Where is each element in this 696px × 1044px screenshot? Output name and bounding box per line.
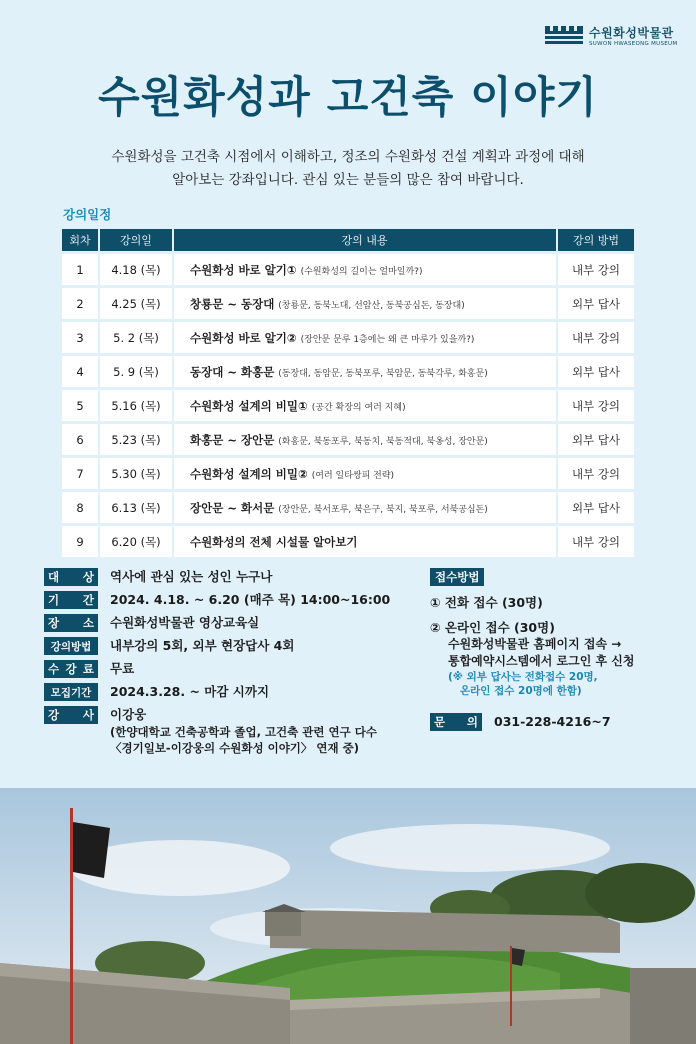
info-row-target bbox=[44, 568, 424, 586]
registration-block bbox=[430, 568, 670, 698]
row-title: 장안문 ~ 화서문 bbox=[190, 500, 275, 515]
header-method: 강의 방법 bbox=[556, 229, 634, 251]
schedule-row bbox=[62, 322, 634, 353]
row-date: 5.23 (목) bbox=[98, 424, 172, 455]
info-row-place bbox=[44, 614, 424, 632]
row-method: 내부 강의 bbox=[556, 390, 634, 421]
row-content bbox=[172, 390, 556, 421]
registration-online-sub-1: 수원화성박물관 홈페이지 접속 → bbox=[448, 637, 622, 651]
contact-label: 문 의 bbox=[430, 713, 482, 731]
header-no: 회차 bbox=[62, 229, 98, 251]
row-no: 2 bbox=[62, 288, 98, 319]
lecturer-detail-2: 〈경기일보-이강웅의 수원화성 이야기〉 연재 중) bbox=[110, 741, 360, 755]
info-row-period bbox=[44, 591, 424, 609]
row-method: 외부 답사 bbox=[556, 356, 634, 387]
schedule-header-row bbox=[62, 229, 634, 251]
row-method: 내부 강의 bbox=[556, 526, 634, 557]
row-date: 4.18 (목) bbox=[98, 254, 172, 285]
row-title: 수원화성 설계의 비밀② bbox=[190, 466, 308, 481]
registration-online-sub-2: 통합예약시스템에서 로그인 후 신청 bbox=[448, 654, 635, 668]
fee-label: 수 강 료 bbox=[44, 660, 98, 678]
row-content bbox=[172, 492, 556, 523]
row-no: 4 bbox=[62, 356, 98, 387]
row-content bbox=[172, 424, 556, 455]
fee-value: 무료 bbox=[110, 661, 135, 676]
row-method: 내부 강의 bbox=[556, 458, 634, 489]
schedule-label: 강의일정 bbox=[63, 207, 112, 222]
row-date: 5. 9 (목) bbox=[98, 356, 172, 387]
row-subtitle: (수원화성의 길이는 얼마일까?) bbox=[300, 266, 423, 277]
row-no: 3 bbox=[62, 322, 98, 353]
row-content bbox=[172, 322, 556, 353]
row-method: 외부 답사 bbox=[556, 492, 634, 523]
row-no: 6 bbox=[62, 424, 98, 455]
schedule-table bbox=[62, 226, 634, 560]
registration-note-2: 온라인 접수 20명에 한함) bbox=[460, 685, 582, 697]
period-value: 2024. 4.18. ~ 6.20 (매주 목) 14:00~16:00 bbox=[110, 592, 391, 607]
row-date: 4.25 (목) bbox=[98, 288, 172, 319]
row-subtitle: (동장대, 동암문, 동북포루, 북암문, 동북각루, 화홍문) bbox=[278, 368, 488, 379]
lecturer-label: 강 사 bbox=[44, 706, 98, 724]
row-subtitle: (장안문, 북서포루, 북은구, 북지, 북포루, 서북공심돈) bbox=[278, 504, 488, 515]
row-date: 5.30 (목) bbox=[98, 458, 172, 489]
page-title: 수원화성과 고건축 이야기 bbox=[98, 73, 598, 123]
period-label: 기 간 bbox=[44, 591, 98, 609]
row-method: 내부 강의 bbox=[556, 322, 634, 353]
contact-phone: 031-228-4216~7 bbox=[494, 714, 611, 729]
row-title: 화홍문 ~ 장안문 bbox=[190, 432, 275, 447]
intro-line-1: 수원화성을 고건축 시점에서 이해하고, 정조의 수원화성 건설 계획과 과정에 대해 bbox=[111, 149, 585, 165]
row-date: 5. 2 (목) bbox=[98, 322, 172, 353]
lecturer-value bbox=[110, 706, 377, 756]
row-method: 외부 답사 bbox=[556, 288, 634, 319]
intro-line-2: 알아보는 강좌입니다. 관심 있는 분들의 많은 참여 바랍니다. bbox=[172, 172, 524, 188]
row-date: 6.20 (목) bbox=[98, 526, 172, 557]
info-row-method bbox=[44, 637, 424, 655]
row-date: 6.13 (목) bbox=[98, 492, 172, 523]
row-content bbox=[172, 356, 556, 387]
schedule-row bbox=[62, 526, 634, 557]
schedule-row bbox=[62, 492, 634, 523]
schedule-row bbox=[62, 390, 634, 421]
registration-online: ② 온라인 접수 (30명) bbox=[430, 620, 555, 635]
fortress-photo bbox=[0, 788, 696, 1044]
row-method: 내부 강의 bbox=[556, 254, 634, 285]
row-no: 8 bbox=[62, 492, 98, 523]
row-subtitle: (장안문 문루 1층에는 왜 큰 마루가 있을까?) bbox=[300, 334, 475, 345]
recruit-value: 2024.3.28. ~ 마감 시까지 bbox=[110, 684, 270, 699]
method-value: 내부강의 5회, 외부 현장답사 4회 bbox=[110, 638, 295, 653]
row-no: 7 bbox=[62, 458, 98, 489]
row-subtitle: (화홍문, 북동포루, 북동치, 북동적대, 북옹성, 장안문) bbox=[278, 436, 488, 447]
row-subtitle: (공간 확장의 여러 지혜) bbox=[311, 402, 406, 413]
row-method: 외부 답사 bbox=[556, 424, 634, 455]
fortress-wall-icon bbox=[545, 26, 583, 46]
info-row-fee bbox=[44, 660, 424, 678]
schedule-row bbox=[62, 458, 634, 489]
row-title: 수원화성의 전체 시설물 알아보기 bbox=[190, 534, 358, 549]
place-label: 장 소 bbox=[44, 614, 98, 632]
row-date: 5.16 (목) bbox=[98, 390, 172, 421]
target-label: 대 상 bbox=[44, 568, 98, 586]
row-content bbox=[172, 254, 556, 285]
row-title: 수원화성 설계의 비밀① bbox=[190, 398, 308, 413]
museum-logo bbox=[545, 24, 677, 47]
registration-label: 접수방법 bbox=[430, 568, 484, 586]
row-no: 1 bbox=[62, 254, 98, 285]
row-content bbox=[172, 458, 556, 489]
intro-text bbox=[60, 146, 636, 192]
info-row-lecturer bbox=[44, 706, 424, 756]
recruit-label: 모집기간 bbox=[44, 683, 98, 701]
row-subtitle: (여러 일타쌍피 전략) bbox=[311, 470, 395, 481]
schedule-row bbox=[62, 254, 634, 285]
lecturer-name: 이강웅 bbox=[110, 707, 147, 722]
logo-name-ko: 수원화성박물관 bbox=[589, 26, 674, 40]
lecturer-detail-1: (한양대학교 건축공학과 졸업, 고건축 관련 연구 다수 bbox=[110, 725, 377, 739]
row-title: 동장대 ~ 화홍문 bbox=[190, 364, 275, 379]
row-no: 9 bbox=[62, 526, 98, 557]
schedule-row bbox=[62, 288, 634, 319]
method-label: 강의방법 bbox=[44, 637, 98, 655]
row-title: 수원화성 바로 알기① bbox=[190, 262, 297, 277]
row-content bbox=[172, 288, 556, 319]
registration-phone: ① 전화 접수 (30명) bbox=[430, 595, 543, 610]
row-no: 5 bbox=[62, 390, 98, 421]
contact-row bbox=[430, 713, 611, 731]
row-title: 수원화성 바로 알기② bbox=[190, 330, 297, 345]
row-subtitle: (창룡문, 동북노대, 선암산, 동북공심돈, 동장대) bbox=[278, 300, 465, 311]
header-content: 강의 내용 bbox=[172, 229, 556, 251]
schedule-row bbox=[62, 424, 634, 455]
info-block bbox=[44, 568, 424, 761]
header-date: 강의일 bbox=[98, 229, 172, 251]
target-value: 역사에 관심 있는 성인 누구나 bbox=[110, 569, 273, 584]
schedule-row bbox=[62, 356, 634, 387]
row-title: 창룡문 ~ 동장대 bbox=[190, 296, 275, 311]
registration-note-1: (※ 외부 답사는 전화접수 20명, bbox=[448, 671, 598, 683]
row-content bbox=[172, 526, 556, 557]
info-row-recruit bbox=[44, 683, 424, 701]
place-value: 수원화성박물관 영상교육실 bbox=[110, 615, 260, 630]
logo-name-en: SUWON HWASEONG MUSEUM bbox=[589, 41, 678, 47]
